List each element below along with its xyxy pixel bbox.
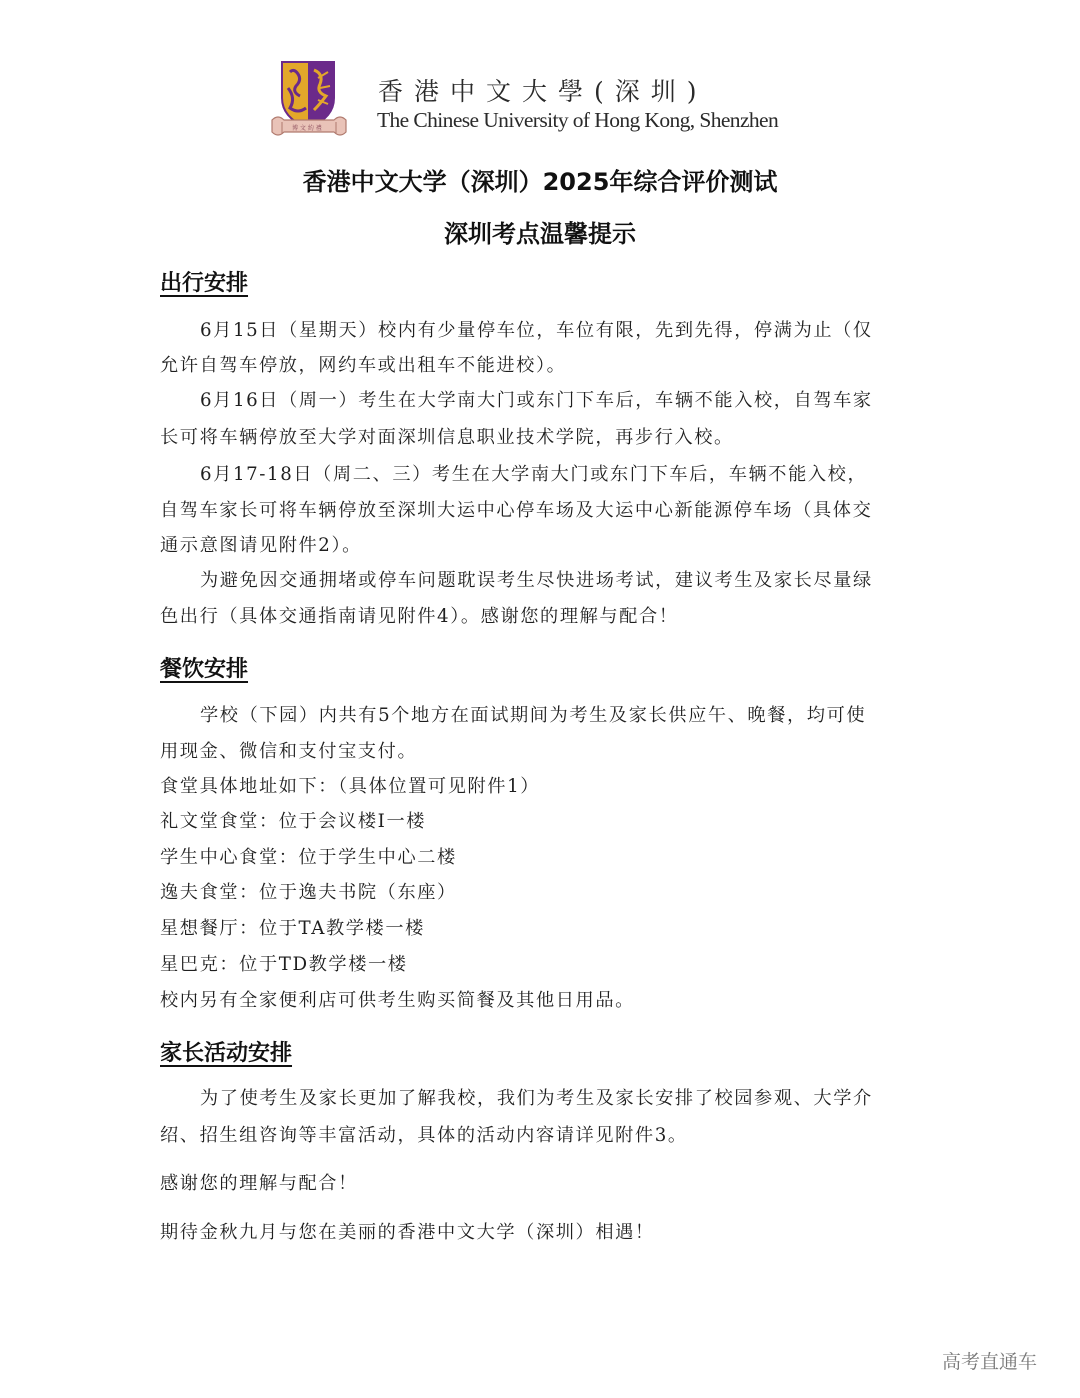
paragraph-line: 允许自驾车停放，网约车或出租车不能进校）。 [160,355,567,376]
paragraph-line: 6月17-18日（周二、三）考生在大学南大门或东门下车后，车辆不能入校， [200,464,868,485]
paragraph-line: 学校（下园）内共有5个地方在面试期间为考生及家长供应午、晚餐，均可使 [200,705,867,726]
canteen-item: 星巴克：位于TD教学楼一楼 [160,954,408,975]
canteen-item: 逸夫食堂：位于逸夫书院（东座） [160,882,457,903]
document-title: 香港中文大学（深圳）2025年综合评价测试 [302,168,778,196]
cuhk-shenzhen-crest-icon [268,58,350,142]
paragraph-line: 6月15日（星期天）校内有少量停车位，车位有限，先到先得，停满为止（仅 [200,320,873,341]
canteen-item: 礼文堂食堂：位于会议楼I一楼 [160,811,427,832]
paragraph-line: 色出行（具体交通指南请见附件4）。感谢您的理解与配合！ [160,606,679,627]
paragraph-line: 长可将车辆停放至大学对面深圳信息职业技术学院，再步行入校。 [160,427,734,448]
paragraph-line: 自驾车家长可将车辆停放至深圳大运中心停车场及大运中心新能源停车场（具体交 [160,500,873,521]
document-subtitle: 深圳考点温馨提示 [444,220,636,248]
paragraph-line: 6月16日（周一）考生在大学南大门或东门下车后，车辆不能入校，自驾车家 [200,390,873,411]
svg-text:博 文 約 禮: 博 文 約 禮 [292,125,322,132]
paragraph-line: 为了使考生及家长更加了解我校，我们为考生及家长安排了校园参观、大学介 [200,1088,873,1109]
university-name-chinese: 香港中文大學(深圳) [378,77,708,106]
closing-thanks: 感谢您的理解与配合！ [160,1173,358,1194]
paragraph-line: 绍、招生组咨询等丰富活动，具体的活动内容请详见附件3。 [160,1125,688,1146]
paragraph-line: 食堂具体地址如下：（具体位置可见附件1） [160,776,541,797]
university-name-english: The Chinese University of Hong Kong, Shenzhen [377,108,779,132]
section-heading-parents: 家长活动安排 [160,1041,293,1066]
paragraph-line: 用现金、微信和支付宝支付。 [160,741,418,762]
watermark: 高考直通车 [942,1351,1038,1373]
paragraph-line: 为避免因交通拥堵或停车问题耽误考生尽快进场考试，建议考生及家长尽量绿 [200,570,873,591]
section-heading-dining: 餐饮安排 [160,657,249,682]
university-header [268,58,828,142]
section-heading-travel: 出行安排 [160,271,249,296]
paragraph-line: 通示意图请见附件2）。 [160,535,362,556]
closing-farewell: 期待金秋九月与您在美丽的香港中文大学（深圳）相遇！ [160,1222,655,1243]
paragraph-line: 校内另有全家便利店可供考生购买简餐及其他日用品。 [160,990,635,1011]
canteen-item: 星想餐厅：位于TA教学楼一楼 [160,918,425,939]
canteen-item: 学生中心食堂：位于学生中心二楼 [160,847,457,868]
